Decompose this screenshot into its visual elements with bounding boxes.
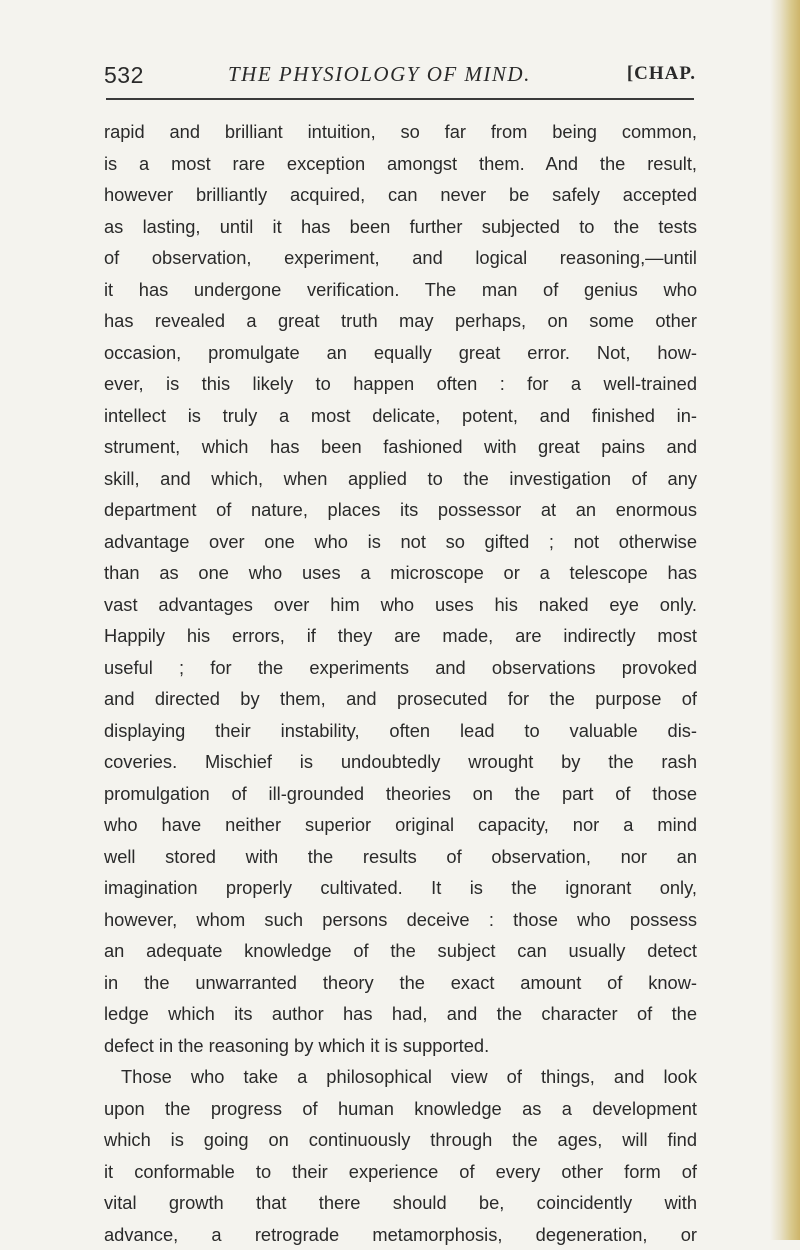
text-line: who have neither superior original capacity, nor a mind: [104, 809, 697, 841]
text-line: in the unwarranted theory the exact amount of know-: [104, 967, 697, 999]
text-line: however brilliantly acquired, can never be safely accepted: [104, 179, 697, 211]
text-line: occasion, promulgate an equally great error. Not, how-: [104, 337, 697, 369]
text-line: it conformable to their experience of every other form of: [104, 1156, 697, 1188]
text-line: ledge which its author has had, and the character of the: [104, 998, 697, 1030]
paragraph-last-line: defect in the reasoning by which it is supported.: [104, 1030, 697, 1062]
text-line: upon the progress of human knowledge as a development: [104, 1093, 697, 1125]
text-line: skill, and which, when applied to the investigation of any: [104, 463, 697, 495]
text-line: useful ; for the experiments and observations provoked: [104, 652, 697, 684]
text-line: vast advantages over him who uses his naked eye only.: [104, 589, 697, 621]
text-line: advantage over one who is not so gifted ; not otherwise: [104, 526, 697, 558]
text-line: imagination properly cultivated. It is the ignorant only,: [104, 872, 697, 904]
header-rule: [106, 98, 694, 100]
paragraph-first-line: Those who take a philosophical view of things, and look: [104, 1061, 697, 1093]
chapter-label: [CHAP.: [627, 63, 696, 85]
text-line: department of nature, places its possessor at an enormous: [104, 494, 697, 526]
text-line: of observation, experiment, and logical reasoning,—until: [104, 242, 697, 274]
text-line: ever, is this likely to happen often : for a well-trained: [104, 368, 697, 400]
text-line: strument, which has been fashioned with great pains and: [104, 431, 697, 463]
text-line: has revealed a great truth may perhaps, on some other: [104, 305, 697, 337]
text-line: it has undergone verification. The man of genius who: [104, 274, 697, 306]
page-edge-shadow: [770, 0, 800, 1240]
text-line: advance, a retrograde metamorphosis, degeneration, or: [104, 1219, 697, 1250]
text-line: an adequate knowledge of the subject can usually detect: [104, 935, 697, 967]
running-title: THE PHYSIOLOGY OF MIND.: [228, 62, 531, 87]
text-line: Happily his errors, if they are made, are indirectly most: [104, 620, 697, 652]
text-line: coveries. Mischief is undoubtedly wrought by the rash: [104, 746, 697, 778]
text-line: vital growth that there should be, coincidently with: [104, 1187, 697, 1219]
page-number: 532: [104, 62, 144, 89]
text-line: well stored with the results of observation, nor an: [104, 841, 697, 873]
text-line: intellect is truly a most delicate, potent, and finished in-: [104, 400, 697, 432]
text-line: than as one who uses a microscope or a telescope has: [104, 557, 697, 589]
body-text: [104, 116, 697, 1250]
text-line: is a most rare exception amongst them. And the result,: [104, 148, 697, 180]
text-line: rapid and brilliant intuition, so far from being common,: [104, 116, 697, 148]
text-line: promulgation of ill-grounded theories on the part of those: [104, 778, 697, 810]
text-line: however, whom such persons deceive : those who possess: [104, 904, 697, 936]
text-line: displaying their instability, often lead to valuable dis-: [104, 715, 697, 747]
text-line: which is going on continuously through the ages, will find: [104, 1124, 697, 1156]
text-line: as lasting, until it has been further subjected to the tests: [104, 211, 697, 243]
text-line: and directed by them, and prosecuted for the purpose of: [104, 683, 697, 715]
running-header: [104, 58, 696, 88]
